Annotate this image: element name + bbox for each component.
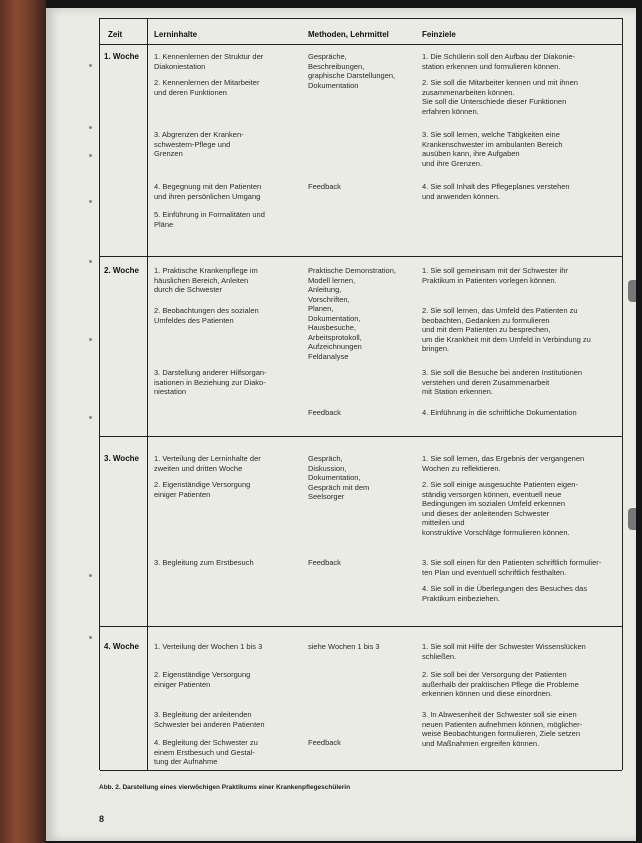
week-4-content: 1. Verteilung der Wochen 1 bis 3 — [154, 642, 263, 651]
week-label: 4. Woche — [104, 642, 139, 651]
page-mark — [89, 338, 92, 341]
week-1-goal: 2. Sie soll die Mitarbeiter kennen und mit ihnen zusammenarbeiten können. Sie soll die Unterschiede dieser Funktionen erfahren können. — [422, 78, 578, 116]
week-4-goal: 3. In Abwesenheit der Schwester soll sie einen neuen Patienten aufnehmen können, möglicher- weise Beobachtungen formulieren, Ziele setzen und Maßnahmen ergreifen können. — [422, 710, 583, 748]
page-clip — [628, 280, 636, 302]
book-binding — [0, 0, 46, 843]
week-2-content: 3. Darstellung anderer Hilfsorgan- isationen in Beziehung zur Diako- niestation — [154, 368, 267, 396]
page-mark — [89, 64, 92, 67]
page-mark — [89, 416, 92, 419]
week-1-method: Gespräche, Beschreibungen, graphische Darstellungen, Dokumentation — [308, 52, 396, 90]
week-4-goal: 2. Sie soll bei der Versorgung der Patienten außerhalb der praktischen Pflege die Probleme erkennen können und diese einordnen. — [422, 670, 579, 698]
week-label: 1. Woche — [104, 52, 139, 61]
week-3-goal: 1. Sie soll lernen, das Ergebnis der vergangenen Wochen zu reflektieren. — [422, 454, 585, 473]
week-1-content: 2. Kennenlernen der Mitarbeiter und deren Funktionen — [154, 78, 260, 97]
week-4-method: siehe Wochen 1 bis 3 — [308, 642, 380, 651]
week-4-content: 4. Begleitung der Schwester zu einem Erstbesuch und Gestal- tung der Aufnahme — [154, 738, 258, 766]
week-1-goal: 1. Die Schülerin soll den Aufbau der Diakonie- station erkennen und formulieren können. — [422, 52, 576, 71]
week-3-goal: 3. Sie soll einen für den Patienten schriftlich formulier- ten Plan und eventuell schriftlich festhalten. — [422, 558, 602, 577]
week-2-content: 1. Praktische Krankenpflege im häuslichen Bereich, Anleiten durch die Schwester — [154, 266, 258, 294]
header-zeit: Zeit — [108, 30, 123, 39]
page-mark — [89, 260, 92, 263]
page-mark — [89, 154, 92, 157]
week-4-content: 3. Begleitung der anleitenden Schwester bei anderen Patienten — [154, 710, 265, 729]
page-clip — [628, 508, 636, 530]
week-1-content: 4. Begegnung mit den Patienten und ihren persönlichen Umgang — [154, 182, 262, 201]
week-1-goal: 3. Sie soll lernen, welche Tätigkeiten eine Krankenschwester im ambulanten Bereich ausüben kann, ihre Aufgaben und ihre Grenzen. — [422, 130, 563, 168]
table-rule — [100, 18, 622, 19]
page-mark — [89, 574, 92, 577]
figure-caption: Abb. 2. Darstellung eines vierwöchigen Praktikums einer Krankenpflegeschülerin — [99, 784, 351, 791]
week-2-goal: 4. Einführung in die schriftliche Dokumentation — [422, 408, 577, 417]
practicum-table — [99, 18, 623, 770]
week-3-goal: 4. Sie soll in die Überlegungen des Besuches das Praktikum einbeziehen. — [422, 584, 588, 603]
week-2-goal: 1. Sie soll gemeinsam mit der Schwester ihr Praktikum in Patienten vorlegen können. — [422, 266, 568, 285]
week-label: 2. Woche — [104, 266, 139, 275]
header-feinziele: Feinziele — [422, 30, 456, 39]
table-rule — [100, 44, 622, 45]
table-rule — [100, 436, 622, 437]
week-1-content: 1. Kennenlernen der Struktur der Diakoniestation — [154, 52, 264, 71]
week-2-goal: 2. Sie soll lernen, das Umfeld des Patienten zu beobachten, Gedanken zu formulieren und mit dem Patienten zu besprechen, um die Krankheit mit dem Umfeld in Verbindung zu bringen. — [422, 306, 591, 353]
week-1-goal: 4. Sie soll Inhalt des Pflegeplanes verstehen und anwenden können. — [422, 182, 570, 201]
week-2-content: 2. Beobachtungen des sozialen Umfeldes des Patienten — [154, 306, 259, 325]
book-page — [46, 8, 636, 841]
week-3-method: Feedback — [308, 558, 341, 567]
week-4-goal: 1. Sie soll mit Hilfe der Schwester Wissenslücken schließen. — [422, 642, 586, 661]
week-2-goal: 3. Sie soll die Besuche bei anderen Institutionen verstehen und deren Zusammenarbeit mit Station erkennen. — [422, 368, 583, 396]
table-rule — [100, 770, 622, 771]
week-3-content: 1. Verteilung der Lerninhalte der zweiten und dritten Woche — [154, 454, 261, 473]
week-1-method: Feedback — [308, 182, 341, 191]
week-2-method: Feedback — [308, 408, 341, 417]
page-number: 8 — [99, 814, 105, 824]
header-lerninhalte: Lerninhalte — [154, 30, 198, 39]
week-4-content: 2. Eigenständige Versorgung einiger Patienten — [154, 670, 251, 689]
header-methoden: Methoden, Lehrmittel — [308, 30, 389, 39]
page-mark — [89, 636, 92, 639]
page-mark — [89, 200, 92, 203]
week-3-content: 2. Eigenständige Versorgung einiger Patienten — [154, 480, 251, 499]
week-label: 3. Woche — [104, 454, 139, 463]
page-mark — [89, 126, 92, 129]
week-3-content: 3. Begleitung zum Erstbesuch — [154, 558, 254, 567]
week-1-content: 5. Einführung in Formalitäten und Pläne — [154, 210, 265, 229]
week-1-content: 3. Abgrenzen der Kranken- schwestern-Pflege und Grenzen — [154, 130, 244, 158]
table-rule — [100, 256, 622, 257]
week-3-goal: 2. Sie soll einige ausgesuchte Patienten eigen- ständig versorgen können, eventuell neue Bedingungen im sozialen Umfeld erkennen und dieses der anleitenden Schwester mitteilen und konstruktive Vorschläge formulieren können. — [422, 480, 578, 537]
week-4-method: Feedback — [308, 738, 341, 747]
column-divider — [147, 18, 148, 770]
table-rule — [100, 626, 622, 627]
week-2-method: Praktische Demonstration, Modell lernen, Anleitung, Vorschriften, Planen, Dokumentation, Hausbesuche, Arbeitsprotokoll, Aufzeichnungen Feldanalyse — [308, 266, 396, 361]
week-3-method: Gespräch, Diskussion, Dokumentation, Gespräch mit dem Seelsorger — [308, 454, 370, 501]
